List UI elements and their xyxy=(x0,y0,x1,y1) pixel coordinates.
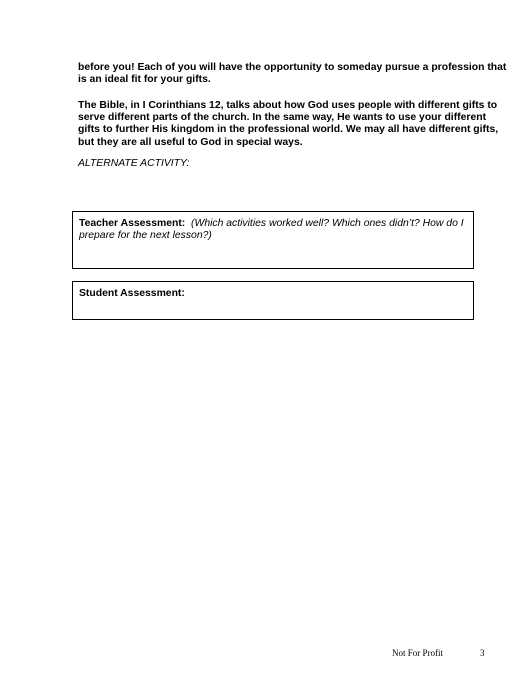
student-assessment-label: Student Assessment: xyxy=(79,288,185,299)
teacher-assessment-label: Teacher Assessment: xyxy=(79,218,186,229)
teacher-assessment-box xyxy=(72,211,474,269)
teacher-assessment-hint: (Which activities worked well? Which ones didn’t? How do I prepare for the next lesson?) xyxy=(79,218,464,242)
alternate-activity-heading: ALTERNATE ACTIVITY: xyxy=(78,158,190,169)
footer-text: Not For Profit xyxy=(392,648,444,658)
body-paragraph-1: before you! Each of you will have the opportunity to someday pursue a profession that is an ideal fit for your gifts. xyxy=(78,62,507,86)
body-paragraph-2: The Bible, in I Corinthians 12, talks about how God uses people with different gifts to serve different parts of the church. In the same way, He wants to use your different gifts to further His kingdom in the professional world. We may all have different gifts, but they are all useful to God in special ways. xyxy=(78,100,499,148)
student-assessment-box xyxy=(72,281,474,320)
page-number: 3 xyxy=(480,648,485,658)
